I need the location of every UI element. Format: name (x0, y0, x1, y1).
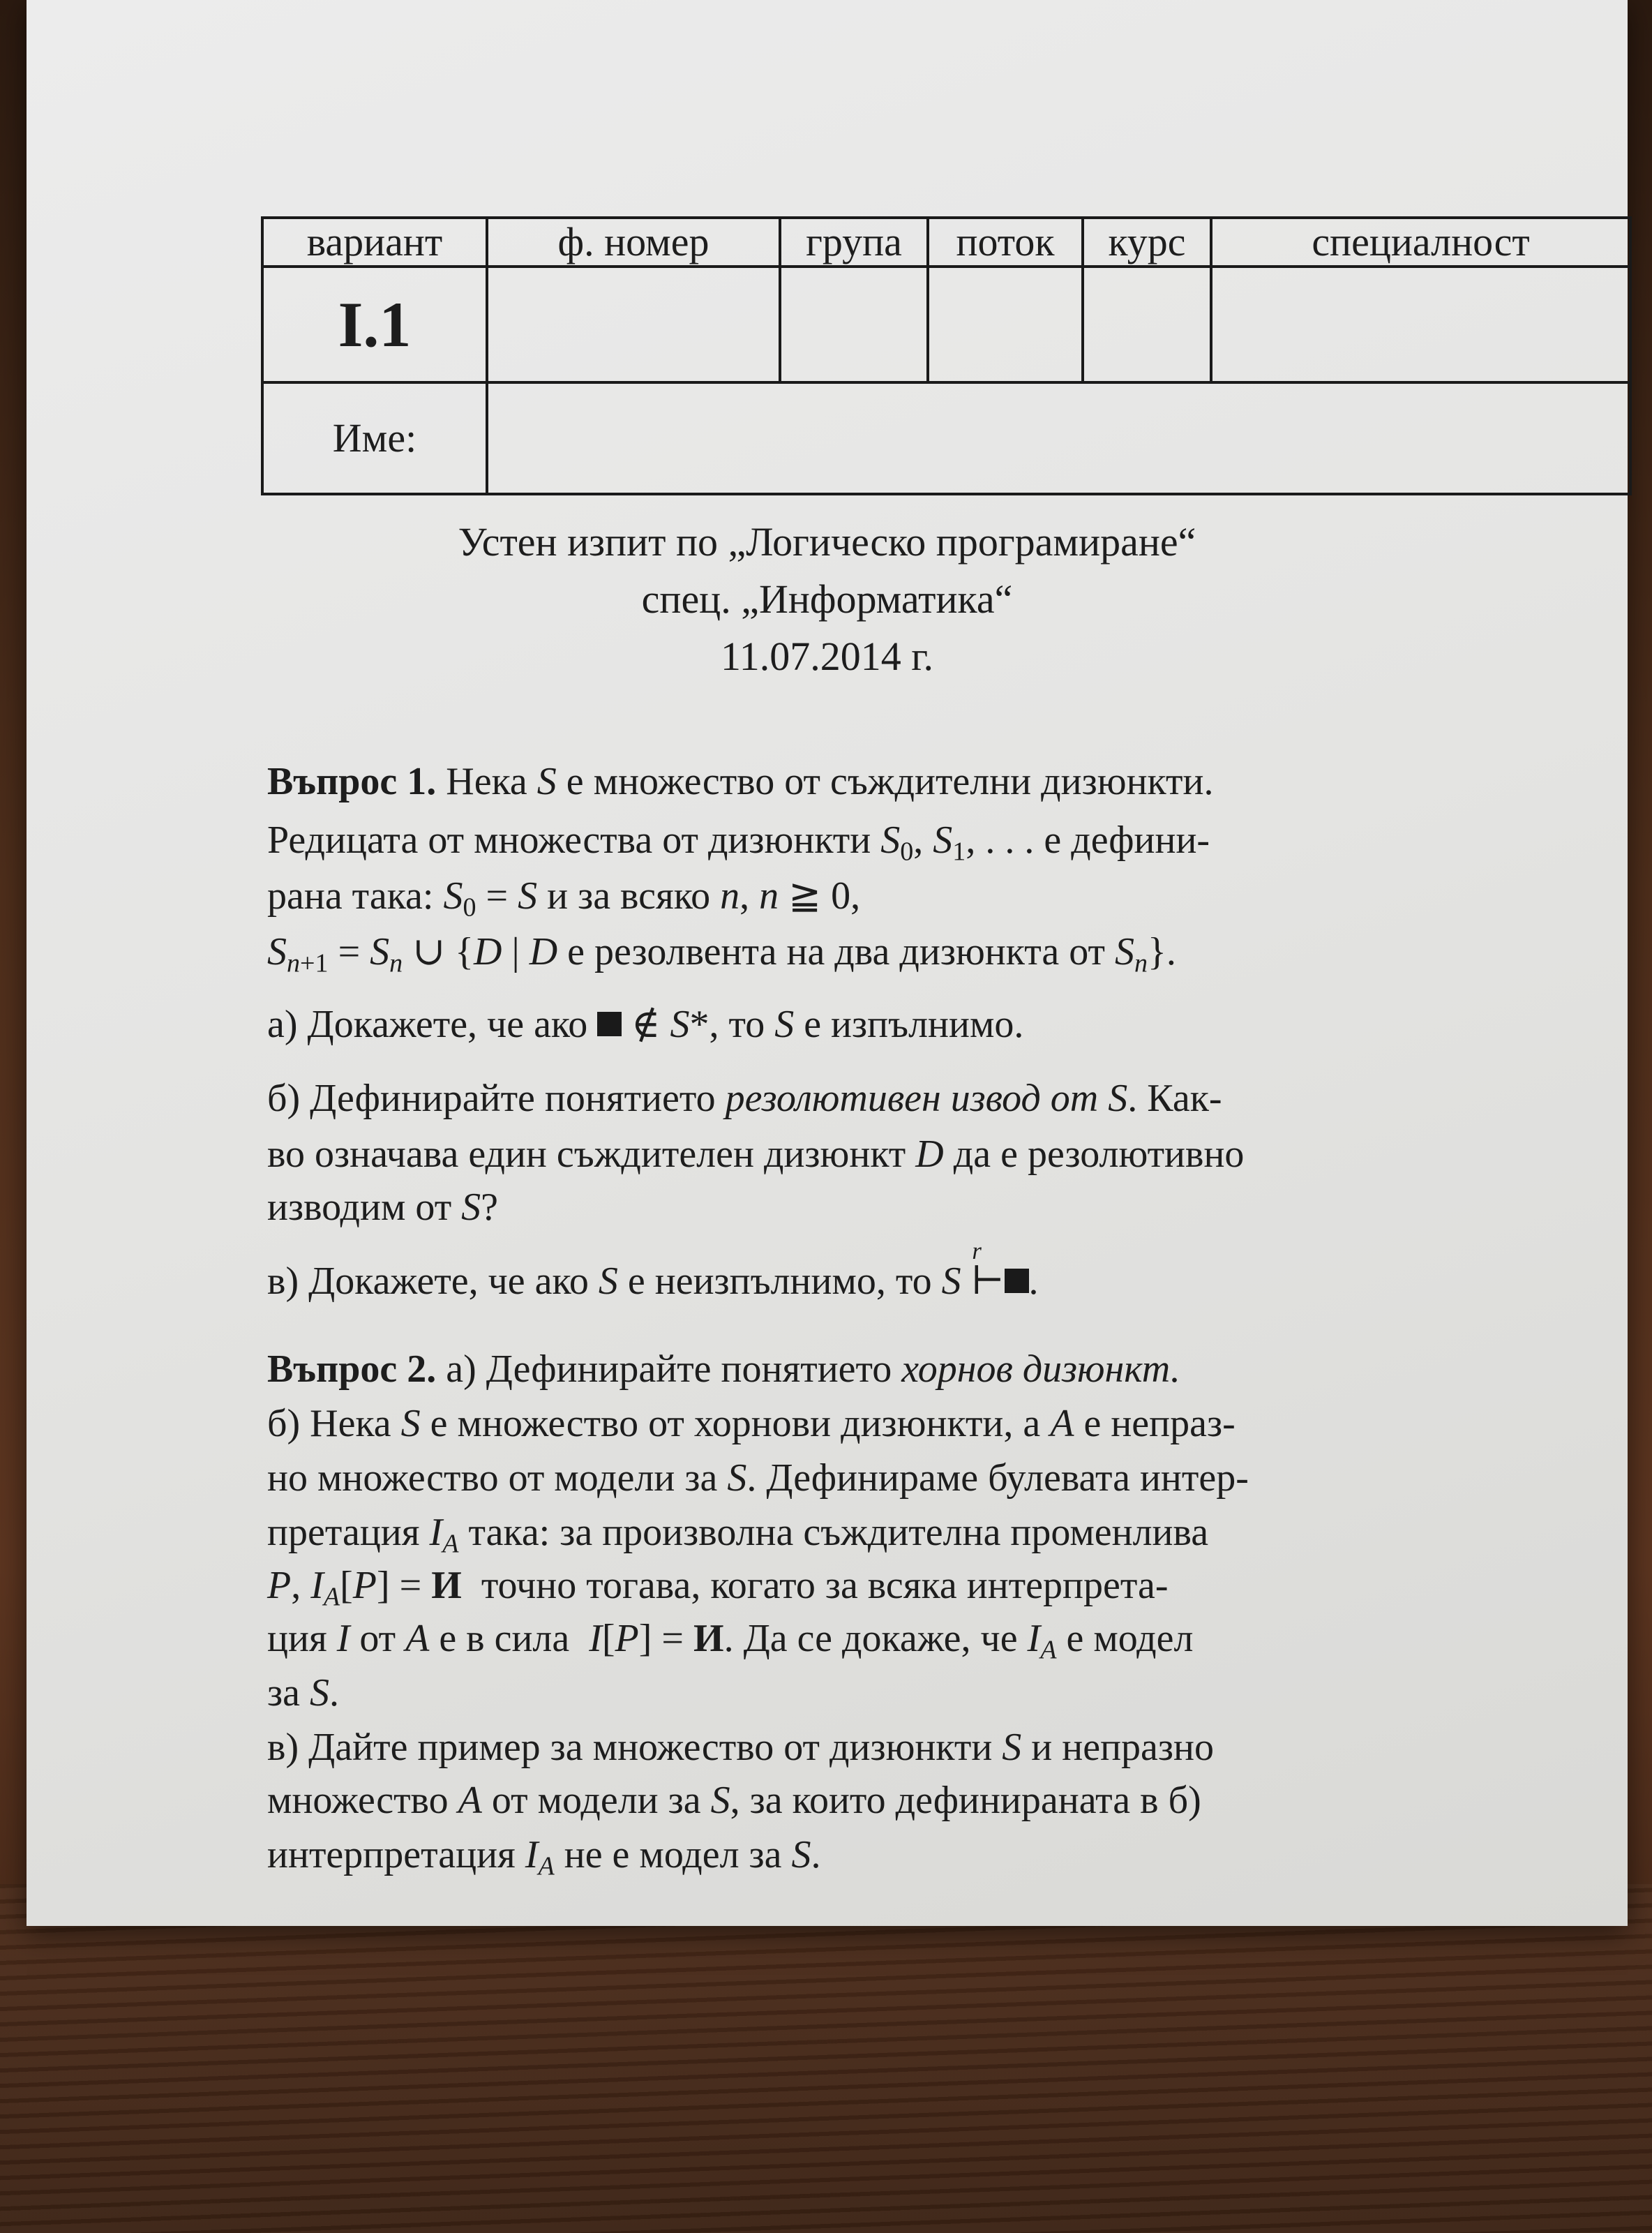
question-2-part-c-line-3: интерпретация IA не е модел за S. (267, 1833, 821, 1881)
question-1-line-3: рана така: $S_0 = S$ и за всяко n, n ≧ 0, (267, 874, 861, 923)
variant-value: I.1 (338, 289, 412, 360)
question-2-part-c-line-2: множество A от модели за S, за които дефинираната в б) (267, 1779, 1201, 1822)
exam-title: Устен изпит по „Логическо програмиране“ (458, 519, 1196, 565)
question-2-part-b-line-3: претация IA така: за произволна съждителна променлива (267, 1511, 1209, 1559)
question-1-part-b-line-1: б) Дефинирайте понятието резолютивен извод от S. Как- (267, 1077, 1222, 1120)
question-1-part-b-line-2: во означава един съждителен дизюнкт D да е резолютивно (267, 1133, 1245, 1176)
faculty-number-field[interactable] (488, 268, 779, 381)
question-2-part-b-line-4: P, IA[P] = И точно тогава, когато за всяка интерпрета- (267, 1564, 1169, 1612)
column-header-specialty: специалност (1312, 219, 1530, 264)
question-1-line-4: $Sn_{+1} = Sn$ ∪ {D | D е резолвента на два дизюнкта от Sn}. (267, 930, 1176, 978)
name-label: Име: (332, 415, 417, 461)
column-header-course: курс (1108, 219, 1186, 264)
question-1-part-b-line-3: изводим от S? (267, 1186, 499, 1229)
question-2-part-b-line-6: за S. (267, 1671, 339, 1715)
specialty-field[interactable] (1212, 268, 1629, 381)
exam-paper (27, 0, 1628, 1926)
question-1-line-2: Редицата от множества от дизюнкти $S_0$, $S_1$, . . . е дефини- (267, 819, 1210, 867)
desk-wood-grain (0, 1884, 1652, 2233)
column-header-variant: вариант (306, 219, 443, 264)
exam-date: 11.07.2014 г. (720, 634, 934, 679)
header-table (261, 216, 1632, 495)
column-header-group: група (806, 219, 902, 264)
group-field[interactable] (781, 268, 926, 381)
question-1-part-a: а) Докажете, че ако ∉ S*, то S е изпълнимо. (267, 1003, 1024, 1046)
question-1-line-1: Въпрос 1. Нека S е множество от съждителни дизюнкти. (267, 760, 1214, 803)
exam-specialty: спец. „Информатика“ (641, 576, 1013, 622)
question-2-part-c-line-1: в) Дайте пример за множество от дизюнкти S и непразно (267, 1726, 1214, 1769)
question-2-part-a: Въпрос 2. а) Дефинирайте понятието хорнов дизюнкт. (267, 1347, 1180, 1391)
question-2-heading: Въпрос 2. (267, 1347, 437, 1391)
column-header-faculty-number: ф. номер (557, 219, 709, 264)
name-field[interactable] (488, 384, 1629, 493)
stream-field[interactable] (929, 268, 1081, 381)
empty-clause-symbol (1005, 1269, 1029, 1293)
column-header-stream: поток (956, 219, 1055, 264)
question-1-part-c: в) Докажете, че ако S е неизпълнимо, то S ⊢ r . (267, 1237, 1039, 1303)
question-1-heading: Въпрос 1. (267, 760, 437, 803)
course-field[interactable] (1084, 268, 1210, 381)
question-2-part-b-line-1: б) Нека S е множество от хорнови дизюнкти, а A е непраз- (267, 1402, 1236, 1445)
empty-clause-symbol (597, 1012, 622, 1036)
question-2-part-b-line-5: ция I от A е в сила I[P] = И. Да се докаже, че IA е модел (267, 1617, 1194, 1665)
question-2-part-b-line-2: но множество от модели за S. Дефинираме булевата интер- (267, 1456, 1249, 1500)
